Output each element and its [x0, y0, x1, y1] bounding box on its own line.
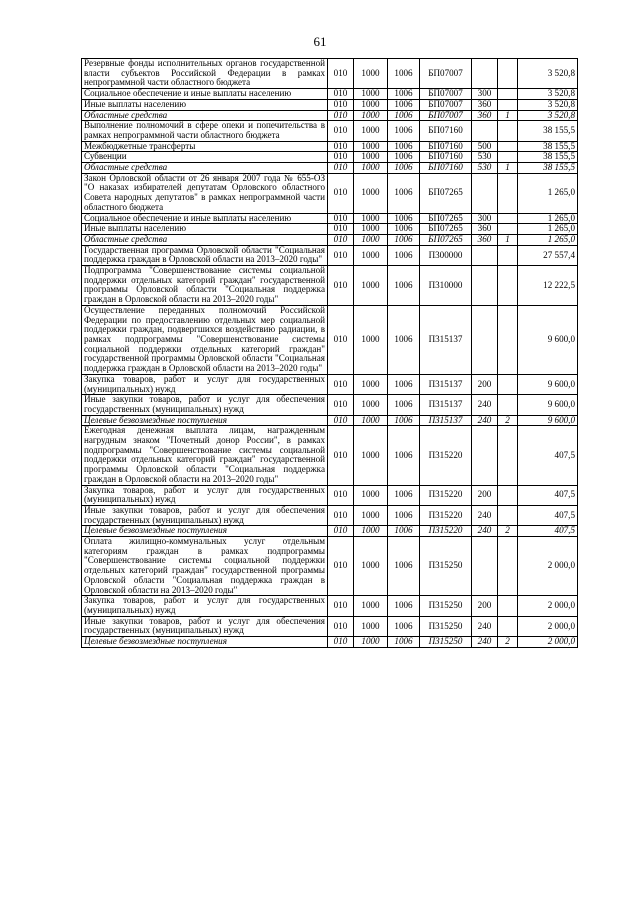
ministry-code-cell: 010	[328, 537, 354, 596]
subsection-code-cell: 1006	[388, 59, 420, 89]
ministry-code-cell: 010	[328, 305, 354, 374]
item-name-cell: Закупка товаров, работ и услуг для государственных (муниципальных) нужд	[82, 596, 328, 616]
item-name-cell: Целевые безвозмездные поступления	[82, 415, 328, 426]
ministry-code-cell: 010	[328, 415, 354, 426]
expense-type-code-cell: 360	[472, 99, 498, 110]
item-name-cell: Социальное обеспечение и иные выплаты населению	[82, 213, 328, 224]
funding-source-code-cell	[498, 173, 518, 213]
section-code-cell: 1000	[354, 415, 388, 426]
expense-type-code-cell: 500	[472, 141, 498, 152]
ministry-code-cell: 010	[328, 141, 354, 152]
table-row	[82, 99, 578, 110]
subsection-code-cell: 1006	[388, 99, 420, 110]
amount-cell: 2 000,0	[518, 596, 578, 616]
page-number: 61	[313, 34, 327, 49]
subsection-code-cell: 1006	[388, 537, 420, 596]
funding-source-code-cell	[498, 616, 518, 636]
target-article-code-cell: П315250	[420, 537, 472, 596]
item-name-cell: Областные средства	[82, 234, 328, 245]
target-article-code-cell: БП07160	[420, 152, 472, 163]
expense-type-code-cell	[472, 245, 498, 265]
ministry-code-cell: 010	[328, 426, 354, 485]
funding-source-code-cell	[498, 537, 518, 596]
expense-type-code-cell	[472, 537, 498, 596]
subsection-code-cell: 1006	[388, 395, 420, 415]
amount-cell: 407,5	[518, 505, 578, 525]
section-code-cell: 1000	[354, 266, 388, 306]
target-article-code-cell: П315137	[420, 415, 472, 426]
table-row	[82, 163, 578, 174]
section-code-cell: 1000	[354, 152, 388, 163]
expense-type-code-cell: 240	[472, 637, 498, 648]
table-row	[82, 121, 578, 141]
item-name-cell: Закупка товаров, работ и услуг для государственных (муниципальных) нужд	[82, 485, 328, 505]
subsection-code-cell: 1006	[388, 163, 420, 174]
section-code-cell: 1000	[354, 637, 388, 648]
target-article-code-cell: П315137	[420, 395, 472, 415]
subsection-code-cell: 1006	[388, 266, 420, 306]
funding-source-code-cell: 1	[498, 163, 518, 174]
target-article-code-cell: П315220	[420, 426, 472, 485]
funding-source-code-cell	[498, 266, 518, 306]
ministry-code-cell: 010	[328, 485, 354, 505]
item-name-cell: Выполнение полномочий в сфере опеки и попечительства в рамках непрограммной части областного бюджета	[82, 121, 328, 141]
amount-cell: 9 600,0	[518, 305, 578, 374]
target-article-code-cell: П315250	[420, 616, 472, 636]
funding-source-code-cell	[498, 395, 518, 415]
funding-source-code-cell	[498, 305, 518, 374]
target-article-code-cell: БП07265	[420, 224, 472, 235]
item-name-cell: Субвенции	[82, 152, 328, 163]
expense-type-code-cell: 240	[472, 526, 498, 537]
table-row	[82, 426, 578, 485]
ministry-code-cell: 010	[328, 173, 354, 213]
ministry-code-cell: 010	[328, 374, 354, 394]
table-body	[82, 59, 578, 648]
item-name-cell: Ежегодная денежная выплата лицам, награжденным нагрудным знаком "Почетный донор России", в рамках подпрограммы "Совершенствование системы социальной поддержки отдельных категорий граждан" государственной программы Орловской области "Социальная поддержка граждан в Орловской области на 2013–2020 годы"	[82, 426, 328, 485]
ministry-code-cell: 010	[328, 637, 354, 648]
amount-cell: 9 600,0	[518, 395, 578, 415]
table-row	[82, 245, 578, 265]
section-code-cell: 1000	[354, 121, 388, 141]
table-row	[82, 374, 578, 394]
ministry-code-cell: 010	[328, 505, 354, 525]
amount-cell: 38 155,5	[518, 152, 578, 163]
section-code-cell: 1000	[354, 141, 388, 152]
item-name-cell: Иные закупки товаров, работ и услуг для обеспечения государственных (муниципальных) нужд	[82, 505, 328, 525]
subsection-code-cell: 1006	[388, 526, 420, 537]
amount-cell: 3 520,8	[518, 110, 578, 121]
expense-type-code-cell: 300	[472, 213, 498, 224]
table-row	[82, 505, 578, 525]
expense-type-code-cell: 240	[472, 395, 498, 415]
table-row	[82, 637, 578, 648]
target-article-code-cell: П315137	[420, 305, 472, 374]
section-code-cell: 1000	[354, 245, 388, 265]
item-name-cell: Резервные фонды исполнительных органов государственной власти субъектов Российской Федерации в рамках непрограммной части областного бюджета	[82, 59, 328, 89]
expense-type-code-cell: 360	[472, 110, 498, 121]
expense-type-code-cell: 300	[472, 89, 498, 100]
budget-table	[81, 58, 578, 648]
amount-cell: 2 000,0	[518, 616, 578, 636]
subsection-code-cell: 1006	[388, 305, 420, 374]
expense-type-code-cell	[472, 59, 498, 89]
amount-cell: 3 520,8	[518, 99, 578, 110]
funding-source-code-cell: 2	[498, 637, 518, 648]
amount-cell: 9 600,0	[518, 415, 578, 426]
subsection-code-cell: 1006	[388, 374, 420, 394]
ministry-code-cell: 010	[328, 89, 354, 100]
target-article-code-cell: П310000	[420, 266, 472, 306]
ministry-code-cell: 010	[328, 526, 354, 537]
subsection-code-cell: 1006	[388, 89, 420, 100]
section-code-cell: 1000	[354, 537, 388, 596]
amount-cell: 2 000,0	[518, 537, 578, 596]
table-row	[82, 537, 578, 596]
amount-cell: 38 155,5	[518, 163, 578, 174]
subsection-code-cell: 1006	[388, 415, 420, 426]
amount-cell: 12 222,5	[518, 266, 578, 306]
expense-type-code-cell: 240	[472, 505, 498, 525]
table-row	[82, 266, 578, 306]
section-code-cell: 1000	[354, 59, 388, 89]
ministry-code-cell: 010	[328, 213, 354, 224]
amount-cell: 407,5	[518, 485, 578, 505]
subsection-code-cell: 1006	[388, 121, 420, 141]
funding-source-code-cell	[498, 99, 518, 110]
target-article-code-cell: П315250	[420, 637, 472, 648]
subsection-code-cell: 1006	[388, 616, 420, 636]
section-code-cell: 1000	[354, 163, 388, 174]
expense-type-code-cell: 200	[472, 596, 498, 616]
expense-type-code-cell	[472, 121, 498, 141]
amount-cell: 3 520,8	[518, 89, 578, 100]
amount-cell: 1 265,0	[518, 234, 578, 245]
section-code-cell: 1000	[354, 374, 388, 394]
table-row	[82, 596, 578, 616]
item-name-cell: Иные выплаты населению	[82, 99, 328, 110]
amount-cell: 27 557,4	[518, 245, 578, 265]
funding-source-code-cell	[498, 213, 518, 224]
table-row	[82, 152, 578, 163]
section-code-cell: 1000	[354, 234, 388, 245]
section-code-cell: 1000	[354, 99, 388, 110]
expense-type-code-cell: 530	[472, 163, 498, 174]
item-name-cell: Социальное обеспечение и иные выплаты населению	[82, 89, 328, 100]
target-article-code-cell: БП07265	[420, 173, 472, 213]
subsection-code-cell: 1006	[388, 426, 420, 485]
item-name-cell: Осуществление переданных полномочий Российской Федерации по предоставлению отдельных мер социальной поддержки граждан, подвергшихся воздействию радиации, в рамках подпрограммы "Совершенствование системы социальной поддержки отдельных категорий граждан" государственной программы Орловской области "Социальная поддержка граждан в Орловской области на 2013–2020 годы"	[82, 305, 328, 374]
amount-cell: 38 155,5	[518, 121, 578, 141]
funding-source-code-cell	[498, 224, 518, 235]
funding-source-code-cell	[498, 485, 518, 505]
table-row	[82, 305, 578, 374]
amount-cell: 1 265,0	[518, 213, 578, 224]
table-row	[82, 485, 578, 505]
subsection-code-cell: 1006	[388, 213, 420, 224]
subsection-code-cell: 1006	[388, 505, 420, 525]
item-name-cell: Оплата жилищно-коммунальных услуг отдельным категориям граждан в рамках подпрограммы "Совершенствование системы социальной поддержки отдельных категорий граждан" государственной программы Орловской области "Социальная поддержка граждан в Орловской области на 2013–2020 годы"	[82, 537, 328, 596]
subsection-code-cell: 1006	[388, 485, 420, 505]
table-row	[82, 89, 578, 100]
subsection-code-cell: 1006	[388, 245, 420, 265]
section-code-cell: 1000	[354, 224, 388, 235]
target-article-code-cell: П315137	[420, 374, 472, 394]
expense-type-code-cell: 360	[472, 234, 498, 245]
item-name-cell: Иные выплаты населению	[82, 224, 328, 235]
subsection-code-cell: 1006	[388, 173, 420, 213]
amount-cell: 1 265,0	[518, 224, 578, 235]
table-row	[82, 141, 578, 152]
table-row	[82, 173, 578, 213]
item-name-cell: Государственная программа Орловской области "Социальная поддержка граждан в Орловской области на 2013–2020 годы"	[82, 245, 328, 265]
subsection-code-cell: 1006	[388, 152, 420, 163]
section-code-cell: 1000	[354, 505, 388, 525]
table-row	[82, 224, 578, 235]
funding-source-code-cell: 2	[498, 526, 518, 537]
item-name-cell: Целевые безвозмездные поступления	[82, 637, 328, 648]
ministry-code-cell: 010	[328, 152, 354, 163]
expense-type-code-cell	[472, 266, 498, 306]
expense-type-code-cell: 360	[472, 224, 498, 235]
ministry-code-cell: 010	[328, 163, 354, 174]
item-name-cell: Областные средства	[82, 110, 328, 121]
expense-type-code-cell: 200	[472, 485, 498, 505]
section-code-cell: 1000	[354, 426, 388, 485]
item-name-cell: Закупка товаров, работ и услуг для государственных (муниципальных) нужд	[82, 374, 328, 394]
target-article-code-cell: БП07007	[420, 110, 472, 121]
funding-source-code-cell	[498, 59, 518, 89]
funding-source-code-cell	[498, 141, 518, 152]
section-code-cell: 1000	[354, 173, 388, 213]
subsection-code-cell: 1006	[388, 110, 420, 121]
item-name-cell: Подпрограмма "Совершенствование системы социальной поддержки отдельных категорий граждан" государственной программы Орловской области "Социальная поддержка граждан в Орловской области на 2013–2020 годы"	[82, 266, 328, 306]
amount-cell: 1 265,0	[518, 173, 578, 213]
funding-source-code-cell	[498, 121, 518, 141]
funding-source-code-cell: 1	[498, 110, 518, 121]
item-name-cell: Межбюджетные трансферты	[82, 141, 328, 152]
subsection-code-cell: 1006	[388, 224, 420, 235]
subsection-code-cell: 1006	[388, 234, 420, 245]
funding-source-code-cell	[498, 505, 518, 525]
expense-type-code-cell	[472, 426, 498, 485]
table-row	[82, 395, 578, 415]
section-code-cell: 1000	[354, 395, 388, 415]
target-article-code-cell: П300000	[420, 245, 472, 265]
expense-type-code-cell	[472, 173, 498, 213]
target-article-code-cell: БП07160	[420, 163, 472, 174]
target-article-code-cell: П315220	[420, 485, 472, 505]
ministry-code-cell: 010	[328, 99, 354, 110]
section-code-cell: 1000	[354, 305, 388, 374]
funding-source-code-cell	[498, 374, 518, 394]
subsection-code-cell: 1006	[388, 141, 420, 152]
ministry-code-cell: 010	[328, 224, 354, 235]
section-code-cell: 1000	[354, 213, 388, 224]
section-code-cell: 1000	[354, 110, 388, 121]
target-article-code-cell: БП07265	[420, 234, 472, 245]
item-name-cell: Закон Орловской области от 26 января 2007 года № 655-ОЗ "О наказах избирателей депутатам Орловского областного Совета народных депутатов" в рамках непрограммной части областного бюджета	[82, 173, 328, 213]
section-code-cell: 1000	[354, 485, 388, 505]
ministry-code-cell: 010	[328, 110, 354, 121]
section-code-cell: 1000	[354, 89, 388, 100]
item-name-cell: Целевые безвозмездные поступления	[82, 526, 328, 537]
amount-cell: 407,5	[518, 426, 578, 485]
expense-type-code-cell: 530	[472, 152, 498, 163]
ministry-code-cell: 010	[328, 59, 354, 89]
funding-source-code-cell	[498, 89, 518, 100]
target-article-code-cell: БП07265	[420, 213, 472, 224]
subsection-code-cell: 1006	[388, 596, 420, 616]
table-row	[82, 616, 578, 636]
target-article-code-cell: П315250	[420, 596, 472, 616]
item-name-cell: Иные закупки товаров, работ и услуг для обеспечения государственных (муниципальных) нужд	[82, 616, 328, 636]
expense-type-code-cell	[472, 305, 498, 374]
funding-source-code-cell	[498, 596, 518, 616]
section-code-cell: 1000	[354, 596, 388, 616]
amount-cell: 9 600,0	[518, 374, 578, 394]
target-article-code-cell: БП07007	[420, 89, 472, 100]
ministry-code-cell: 010	[328, 395, 354, 415]
target-article-code-cell: БП07007	[420, 99, 472, 110]
target-article-code-cell: БП07007	[420, 59, 472, 89]
expense-type-code-cell: 240	[472, 415, 498, 426]
ministry-code-cell: 010	[328, 234, 354, 245]
target-article-code-cell: П315220	[420, 526, 472, 537]
funding-source-code-cell	[498, 426, 518, 485]
amount-cell: 2 000,0	[518, 637, 578, 648]
ministry-code-cell: 010	[328, 245, 354, 265]
section-code-cell: 1000	[354, 526, 388, 537]
amount-cell: 407,5	[518, 526, 578, 537]
subsection-code-cell: 1006	[388, 637, 420, 648]
ministry-code-cell: 010	[328, 596, 354, 616]
item-name-cell: Иные закупки товаров, работ и услуг для обеспечения государственных (муниципальных) нужд	[82, 395, 328, 415]
item-name-cell: Областные средства	[82, 163, 328, 174]
table-row	[82, 234, 578, 245]
table-row	[82, 415, 578, 426]
target-article-code-cell: П315220	[420, 505, 472, 525]
expense-type-code-cell: 240	[472, 616, 498, 636]
ministry-code-cell: 010	[328, 266, 354, 306]
amount-cell: 38 155,5	[518, 141, 578, 152]
table-row	[82, 526, 578, 537]
funding-source-code-cell: 2	[498, 415, 518, 426]
target-article-code-cell: БП07160	[420, 141, 472, 152]
funding-source-code-cell: 1	[498, 234, 518, 245]
table-row	[82, 59, 578, 89]
ministry-code-cell: 010	[328, 121, 354, 141]
target-article-code-cell: БП07160	[420, 121, 472, 141]
funding-source-code-cell	[498, 245, 518, 265]
ministry-code-cell: 010	[328, 616, 354, 636]
amount-cell: 3 520,8	[518, 59, 578, 89]
table-row	[82, 110, 578, 121]
table-row	[82, 213, 578, 224]
section-code-cell: 1000	[354, 616, 388, 636]
expense-type-code-cell: 200	[472, 374, 498, 394]
funding-source-code-cell	[498, 152, 518, 163]
